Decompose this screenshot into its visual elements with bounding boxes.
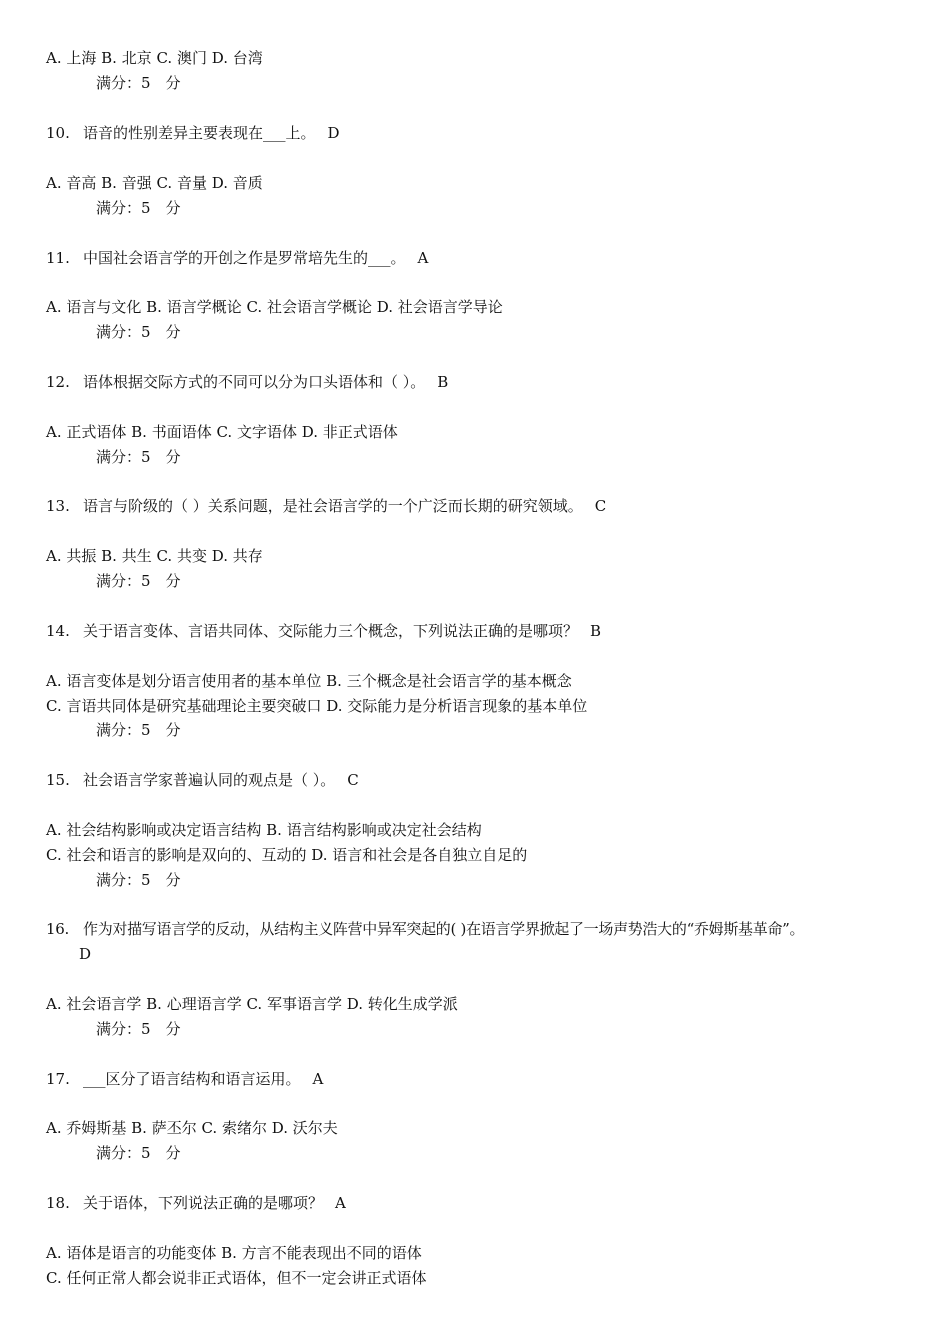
question-text: 中国社会语言学的开创之作是罗常培先生的___。 [83,249,406,267]
options-line: A. 社会结构影响或决定语言结构 B. 语言结构影响或决定社会结构 [46,821,482,839]
question-number: 18. [46,1194,70,1212]
question-number: 17. [46,1070,70,1088]
answer-letter: A [417,249,429,267]
question-line [46,496,606,516]
question-text: 社会语言学家普遍认同的观点是（ ）。 [83,771,336,789]
question-line [46,372,448,392]
answer-letter: D [327,124,340,142]
options-line: A. 正式语体 B. 书面语体 C. 文字语体 D. 非正式语体 [46,423,398,441]
answer-letter: A [312,1070,324,1088]
answer-letter: B [590,622,602,640]
question-number: 11. [46,249,70,267]
answer-letter: C [347,771,359,789]
options-line: A. 共振 B. 共生 C. 共变 D. 共存 [46,547,263,565]
answer-letter: B [437,373,449,391]
question-text: 语言与阶级的（ ）关系问题，是社会语言学的一个广泛而长期的研究领域。 [83,497,583,515]
question-text: 作为对描写语言学的反动，从结构主义阵营中异军突起的( )在语言学界掀起了一场声势浩大的“乔姆斯基革命”。 [83,920,805,938]
question-text: 关于语言变体、言语共同体、交际能力三个概念，下列说法正确的是哪项？ [83,622,579,640]
score-line: 满分：5 分 [96,1020,181,1038]
options-line: C. 社会和语言的影响是双向的、互动的 D. 语言和社会是各自独立自足的 [46,846,528,864]
options-line: A. 上海 B. 北京 C. 澳门 D. 台湾 [46,49,263,67]
question-line [46,1069,323,1089]
options-line: C. 任何正常人都会说非正式语体，但不一定会讲正式语体 [46,1269,427,1287]
question-number: 14. [46,622,70,640]
question-line [46,770,359,790]
score-line: 满分：5 分 [96,448,181,466]
options-line: A. 乔姆斯基 B. 萨丕尔 C. 索绪尔 D. 沃尔夫 [46,1119,338,1137]
options-line: A. 音高 B. 音强 C. 音量 D. 音质 [46,174,263,192]
question-text: 语音的性别差异主要表现在___上。 [83,124,316,142]
options-line: A. 语言与文化 B. 语言学概论 C. 社会语言学概论 D. 社会语言学导论 [46,298,503,316]
score-line: 满分：5 分 [96,323,181,341]
score-line: 满分：5 分 [96,721,181,739]
score-line: 满分：5 分 [96,199,181,217]
question-number: 12. [46,373,70,391]
score-line: 满分：5 分 [96,572,181,590]
question-line [46,123,340,143]
question-number: 10. [46,124,70,142]
answer-letter: D [79,945,92,963]
question-line [46,621,601,641]
answer-letter: C [594,497,607,515]
options-line: C. 言语共同体是研究基础理论主要突破口 D. 交际能力是分析语言现象的基本单位 [46,697,588,715]
question-number: 13. [46,497,70,515]
question-text: ___区分了语言结构和语言运用。 [83,1070,301,1088]
options-line: A. 语体是语言的功能变体 B. 方言不能表现出不同的语体 [46,1244,422,1262]
question-number: 15. [46,771,70,789]
score-line: 满分：5 分 [96,74,181,92]
score-line: 满分：5 分 [96,871,181,889]
question-number: 16. [46,920,69,938]
options-line: A. 语言变体是划分语言使用者的基本单位 B. 三个概念是社会语言学的基本概念 [46,672,572,690]
options-line: A. 社会语言学 B. 心理语言学 C. 军事语言学 D. 转化生成学派 [46,995,458,1013]
question-line [46,1193,346,1213]
question-line [46,248,428,268]
question-line [46,919,804,939]
score-line: 满分：5 分 [96,1144,181,1162]
question-text: 关于语体，下列说法正确的是哪项？ [83,1194,324,1212]
question-text: 语体根据交际方式的不同可以分为口头语体和（ ）。 [83,373,426,391]
answer-letter: A [335,1194,346,1212]
